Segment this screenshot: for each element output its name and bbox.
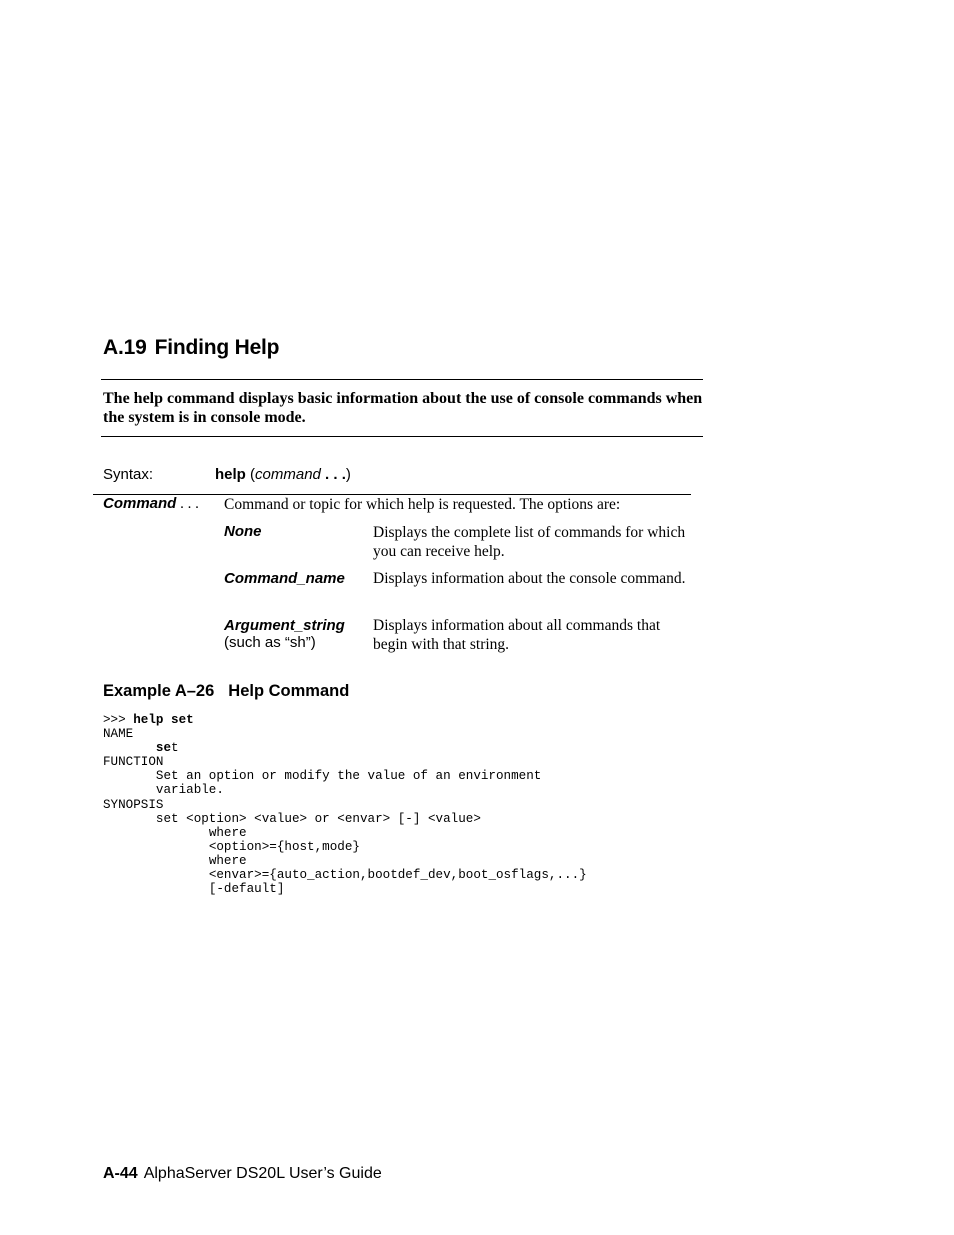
code-example (103, 713, 587, 896)
example-title (103, 682, 349, 701)
code-line: variable. (155, 783, 224, 798)
code-name-rest: t (171, 741, 179, 756)
section-number: A.19 (103, 336, 147, 359)
parameter-name (103, 495, 199, 513)
intro-top-rule (101, 379, 703, 380)
code-command: help set (133, 713, 194, 727)
code-line: where (208, 825, 247, 840)
code-line: <option>={host,mode} (208, 839, 360, 854)
example-number: Example A–26 (103, 682, 215, 700)
code-line: SYNOPSIS (103, 797, 164, 812)
option-description: Displays information about the console command. (373, 570, 686, 587)
code-line: where (208, 853, 247, 868)
option-description: Displays the complete list of commands for which you can receive help. (373, 524, 686, 560)
parameter-name-text: Command (103, 495, 177, 512)
syntax-line (215, 466, 351, 483)
code-name-bold: se (155, 741, 172, 756)
option-note: (such as “sh”) (224, 634, 316, 651)
code-line: [-default] (208, 882, 285, 897)
code-line: NAME (103, 727, 134, 742)
section-heading (103, 336, 279, 360)
syntax-argument: command (255, 466, 321, 483)
parameter-description: Command or topic for which help is requested. The options are: (224, 496, 621, 513)
code-line: set <option> <value> or <envar> [-] <value> (155, 811, 481, 826)
code-line: FUNCTION (103, 755, 164, 770)
intro-bottom-rule (101, 436, 703, 437)
code-prompt: >>> (103, 713, 134, 727)
example-name: Help Command (228, 682, 350, 700)
syntax-label: Syntax: (103, 466, 154, 483)
syntax-dots: . . . (320, 466, 346, 483)
document-title: AlphaServer DS20L User’s Guide (143, 1165, 382, 1182)
code-line: <envar>={auto_action,bootdef_dev,boot_osflags,...} (208, 868, 587, 883)
syntax-close-paren: ) (345, 466, 351, 483)
syntax-open-paren: ( (250, 466, 256, 483)
option-name: Argument_string (224, 617, 345, 634)
option-name: Command_name (224, 570, 345, 587)
intro-paragraph: The help command displays basic information about the use of console commands when the system is in console mode. (103, 390, 703, 426)
option-name: None (224, 523, 262, 540)
page-footer (103, 1165, 382, 1183)
syntax-command: help (215, 466, 246, 483)
code-line: Set an option or modify the value of an environment (155, 769, 542, 784)
option-description: Displays information about all commands that begin with that string. (373, 617, 661, 653)
page-number: A-44 (103, 1165, 138, 1182)
section-title: Finding Help (154, 336, 280, 359)
parameter-dots: . . . (176, 496, 199, 512)
